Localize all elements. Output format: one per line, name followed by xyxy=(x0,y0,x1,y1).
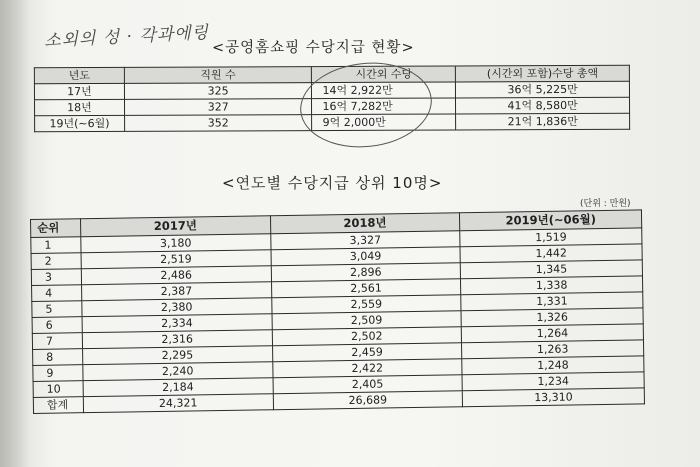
top10-title: <연도별 수당지급 상위 10명> xyxy=(222,174,443,192)
cell-overtime: 16억 7,282만 xyxy=(312,98,456,115)
cell-2017: 2,184 xyxy=(83,378,273,397)
cell-2017: 2,334 xyxy=(82,314,272,333)
cell-2019: 1,442 xyxy=(460,244,642,263)
header-year: 년도 xyxy=(34,67,124,83)
cell-year: 18년 xyxy=(35,99,125,115)
cell-rank: 10 xyxy=(33,381,83,398)
cell-2018: 26,689 xyxy=(273,391,463,410)
cell-2018: 2,405 xyxy=(273,375,463,394)
cell-rank: 2 xyxy=(31,253,81,270)
cell-overtime: 9억 2,000만 xyxy=(312,114,456,131)
cell-staff: 325 xyxy=(124,83,312,100)
cell-2017: 2,240 xyxy=(83,362,273,381)
cell-2017: 2,380 xyxy=(82,298,272,317)
cell-2017: 2,295 xyxy=(82,346,272,365)
cell-2017: 2,486 xyxy=(81,266,271,285)
cell-2018: 2,896 xyxy=(271,263,461,282)
header-2017: 2017년 xyxy=(80,216,270,237)
cell-total: 36억 5,225만 xyxy=(456,81,630,98)
cell-year: 19년(~6월) xyxy=(35,115,125,131)
cell-2018: 2,561 xyxy=(271,279,461,298)
cell-total: 41억 8,580만 xyxy=(456,97,630,114)
summary-title: <공영홈쇼핑 수당지급 현황> xyxy=(212,40,415,56)
header-total-pay: (시간외 포함)수당 총액 xyxy=(456,65,630,82)
cell-2019: 1,248 xyxy=(462,356,644,375)
cell-2018: 3,327 xyxy=(270,231,460,250)
cell-rank: 9 xyxy=(33,365,83,382)
header-overtime-pay: 시간외 수당 xyxy=(312,66,456,83)
cell-2017: 2,316 xyxy=(82,330,272,349)
cell-2019: 1,345 xyxy=(461,260,643,279)
cell-rank: 5 xyxy=(32,301,82,318)
cell-2018: 2,422 xyxy=(272,359,462,378)
cell-2019: 1,331 xyxy=(461,292,643,311)
top10-table xyxy=(30,209,645,414)
cell-overtime: 14억 2,922만 xyxy=(312,82,456,99)
cell-2018: 2,502 xyxy=(272,327,462,346)
cell-staff: 327 xyxy=(124,99,312,116)
cell-2019: 13,310 xyxy=(463,388,645,407)
cell-2017: 2,387 xyxy=(81,282,271,301)
cell-2017: 3,180 xyxy=(81,234,271,253)
cell-total: 21억 1,836만 xyxy=(456,113,630,130)
handwritten-note: 소외의 성 · 각과에링 xyxy=(43,22,210,52)
cell-2019: 1,519 xyxy=(460,228,642,247)
cell-staff: 352 xyxy=(124,115,312,132)
cell-2018: 3,049 xyxy=(271,247,461,266)
cell-2018: 2,559 xyxy=(271,295,461,314)
page-shadow xyxy=(0,0,30,467)
cell-rank: 6 xyxy=(32,317,82,334)
cell-2019: 1,263 xyxy=(462,340,644,359)
cell-rank: 4 xyxy=(32,285,82,302)
header-2019: 2019년(~06월) xyxy=(460,210,642,231)
unit-label: (단위 : 만원) xyxy=(580,199,631,209)
cell-2017: 2,519 xyxy=(81,250,271,269)
cell-2018: 2,459 xyxy=(272,343,462,362)
header-staff-count: 직원 수 xyxy=(124,67,312,84)
cell-2019: 1,234 xyxy=(462,372,644,391)
header-2018: 2018년 xyxy=(270,213,460,234)
cell-rank: 3 xyxy=(31,269,81,286)
cell-rank: 7 xyxy=(32,333,82,350)
cell-2017: 24,321 xyxy=(83,394,273,413)
cell-rank: 1 xyxy=(31,237,81,254)
cell-2018: 2,509 xyxy=(272,311,462,330)
cell-2019: 1,326 xyxy=(461,308,643,327)
cell-2019: 1,338 xyxy=(461,276,643,295)
cell-rank: 합계 xyxy=(33,397,83,414)
cell-2019: 1,264 xyxy=(462,324,644,343)
header-rank: 순위 xyxy=(31,219,81,238)
cell-year: 17년 xyxy=(34,83,124,99)
cell-rank: 8 xyxy=(33,349,83,366)
